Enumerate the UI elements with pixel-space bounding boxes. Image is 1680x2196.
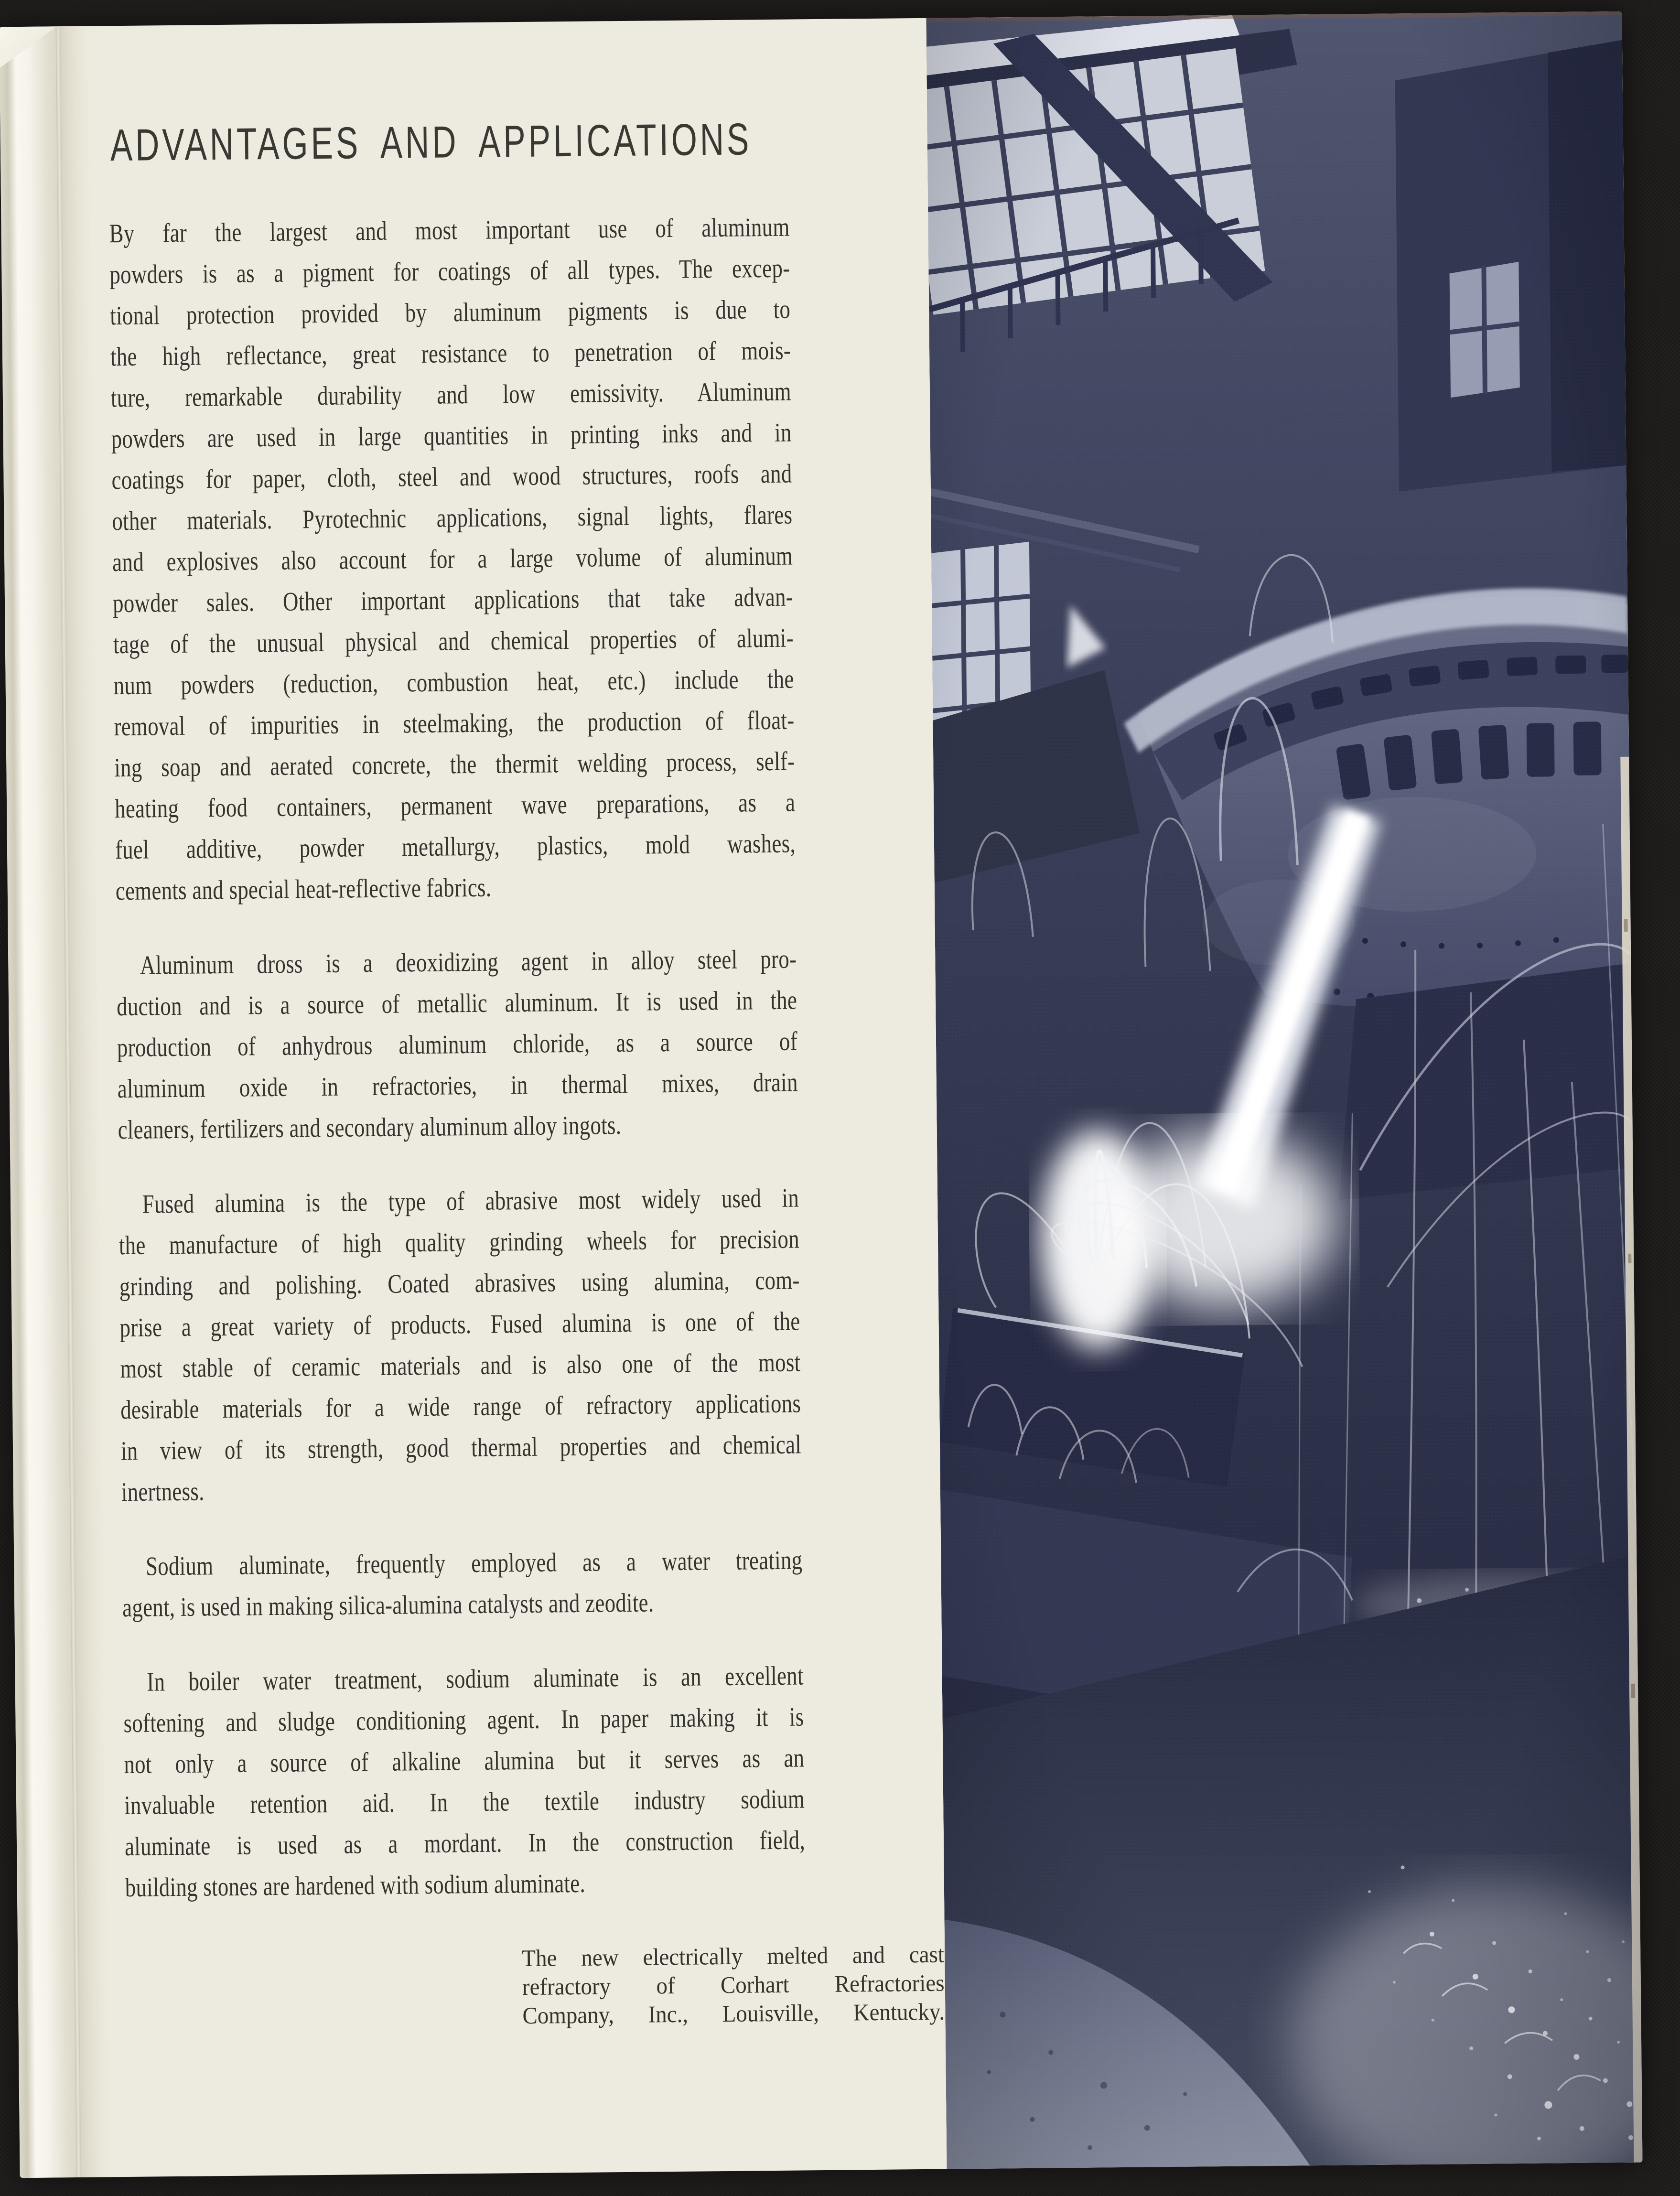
body-line: heating food containers, permanent wave preparations, as a: [114, 787, 796, 824]
body-line: building stones are hardened with sodium aluminate.: [125, 1868, 586, 1903]
body-line: not only a source of alkaline alumina but it serves as an: [124, 1743, 805, 1780]
caption-line: refractory of Corhart Refractories: [522, 1969, 945, 2001]
body-line: desirable materials for a wide range of refractory applications: [120, 1389, 801, 1425]
caption-line: Company, Inc., Louisville, Kentucky.: [522, 1998, 945, 2029]
body-line: powders is as a pigment for coatings of all types. The excep-: [109, 253, 790, 290]
body-line: aluminate is used as a mordant. In the construction field,: [124, 1825, 806, 1862]
page-title: [110, 111, 977, 171]
body-line: coatings for paper, cloth, steel and wood structures, roofs and: [111, 459, 792, 495]
body-line: ing soap and aerated concrete, the thermit welding process, self-: [114, 746, 795, 783]
body-line: in view of its strength, good thermal properties and chemical: [120, 1430, 802, 1466]
body-line: cements and special heat-reflective fabrics.: [115, 872, 492, 906]
body-line: prise a great variety of products. Fused alumina is one of the: [119, 1306, 800, 1343]
page-title-text: ADVANTAGES AND APPLICATIONS: [110, 114, 752, 171]
body-line: tional protection provided by aluminum pigments is due to: [109, 294, 791, 331]
body-line: agent, is used in making silica-alumina catalysts and zeodite.: [122, 1588, 654, 1623]
body-line: Sodium aluminate, frequently employed as a water treating: [145, 1545, 803, 1582]
body-line: inertness.: [121, 1476, 205, 1507]
body-line: num powders (reduction, combustion heat, etc.) include the: [113, 664, 794, 701]
body-line: grinding and polishing. Coated abrasives using alumina, com-: [119, 1265, 800, 1302]
body-line: the manufacture of high quality grinding wheels for precision: [118, 1224, 800, 1261]
photo-caption: [522, 1940, 945, 2030]
body-text: [109, 207, 806, 1942]
paragraph: [109, 207, 796, 912]
paragraph: [118, 1177, 802, 1513]
body-line: fuel additive, powder metallurgy, plastics, mold washes,: [115, 829, 796, 865]
body-line: By far the largest and most important use of aluminum: [109, 212, 790, 249]
body-line: the high reflectance, great resistance to penetration of mois-: [110, 335, 791, 372]
body-line: powder sales. Other important applications that take advan-: [112, 582, 794, 619]
body-line: In boiler water treatment, sodium aluminate is an excellent: [147, 1661, 804, 1697]
body-line: and explosives also account for a large volume of aluminum: [112, 541, 793, 578]
caption-line: The new electrically melted and cast: [522, 1940, 945, 1972]
refractory-casting-photo: [926, 11, 1642, 2169]
body-line: aluminum oxide in refractories, in thermal mixes, drain: [117, 1067, 798, 1104]
body-line: cleaners, fertilizers and secondary aluminum alloy ingots.: [118, 1110, 622, 1145]
paragraph: [123, 1655, 806, 1908]
refractory-casting-illustration: [926, 11, 1642, 2169]
body-line: duction and is a source of metallic aluminum. It is used in the: [116, 985, 797, 1022]
body-line: powders are used in large quantities in printing inks and in: [111, 418, 792, 454]
body-line: removal of impurities in steelmaking, the production of float-: [114, 705, 795, 742]
page-spine-shadow: [0, 26, 111, 2178]
paragraph: [122, 1539, 803, 1628]
body-line: production of anhydrous aluminum chloride, as a source of: [117, 1026, 798, 1063]
body-line: most stable of ceramic materials and is also one of the most: [120, 1347, 801, 1384]
body-line: ture, remarkable durability and low emissivity. Aluminum: [110, 377, 792, 413]
body-line: softening and sludge conditioning agent. In paper making it is: [123, 1702, 804, 1739]
body-line: Fused alumina is the type of abrasive most widely used in: [142, 1183, 799, 1219]
paragraph: [116, 938, 798, 1151]
body-line: invaluable retention aid. In the textile industry sodium: [124, 1784, 805, 1821]
body-line: Aluminum dross is a deoxidizing agent in alloy steel pro-: [140, 944, 797, 980]
book-page: [0, 11, 1643, 2178]
body-line: other materials. Pyrotechnic applications, signal lights, flares: [112, 500, 793, 537]
body-line: tage of the unusual physical and chemical properties of alumi-: [113, 623, 794, 660]
